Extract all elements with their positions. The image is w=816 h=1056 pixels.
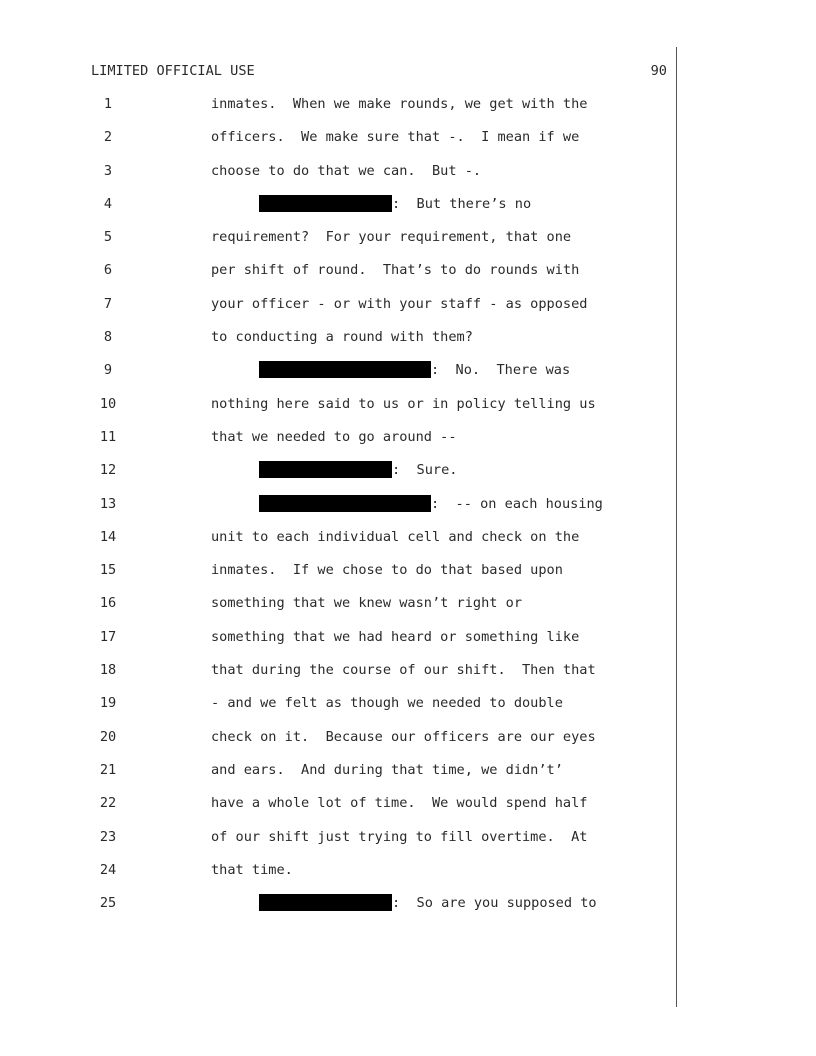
line-number: 1 bbox=[103, 96, 113, 112]
line-content: have a whole lot of time. We would spend half bbox=[211, 795, 588, 812]
transcript-line bbox=[0, 694, 816, 727]
line-content: that we needed to go around -- bbox=[211, 428, 457, 445]
line-content: inmates. If we chose to do that based upon bbox=[211, 562, 563, 579]
line-content: officers. We make sure that -. I mean if we bbox=[211, 129, 580, 146]
transcript-line bbox=[0, 794, 816, 827]
line-number: 13 bbox=[99, 495, 117, 512]
transcript-line bbox=[0, 361, 816, 394]
line-text bbox=[211, 828, 587, 846]
line-content: : No. There was bbox=[431, 362, 571, 379]
page-number: 90 bbox=[650, 63, 667, 79]
transcript-line bbox=[0, 861, 816, 894]
line-number: 18 bbox=[99, 662, 117, 679]
line-text bbox=[211, 794, 587, 812]
transcript-line bbox=[0, 428, 816, 461]
line-number: 22 bbox=[99, 795, 117, 812]
transcript-body bbox=[0, 95, 816, 927]
speaker-line bbox=[259, 894, 597, 912]
transcript-line bbox=[0, 395, 816, 428]
line-number: 8 bbox=[103, 329, 113, 346]
line-content: to conducting a round with them? bbox=[211, 329, 473, 346]
line-number: 3 bbox=[103, 162, 113, 179]
line-content: unit to each individual cell and check on the bbox=[211, 528, 580, 545]
line-number: 25 bbox=[99, 895, 117, 912]
redacted-speaker-name bbox=[259, 361, 431, 378]
line-number: 7 bbox=[103, 295, 113, 312]
classification-header: LIMITED OFFICIAL USE bbox=[91, 63, 255, 79]
transcript-line bbox=[0, 594, 816, 627]
transcript-line bbox=[0, 528, 816, 561]
line-text bbox=[211, 95, 587, 113]
line-number: 21 bbox=[99, 761, 117, 778]
speaker-line bbox=[259, 361, 570, 379]
line-text bbox=[211, 561, 563, 579]
line-content: something that we had heard or something like bbox=[211, 628, 580, 645]
line-content: something that we knew wasn’t right or bbox=[211, 595, 522, 612]
line-content: that during the course of our shift. Then that bbox=[211, 662, 596, 679]
transcript-line bbox=[0, 261, 816, 294]
transcript-line bbox=[0, 561, 816, 594]
line-content: that time. bbox=[211, 861, 293, 878]
redacted-speaker-name bbox=[259, 894, 392, 911]
transcript-line bbox=[0, 894, 816, 927]
line-text bbox=[211, 694, 563, 712]
line-number: 2 bbox=[103, 129, 113, 146]
line-content: inmates. When we make rounds, we get with the bbox=[211, 96, 588, 112]
line-number: 19 bbox=[99, 695, 117, 712]
line-content: : So are you supposed to bbox=[392, 895, 597, 912]
line-number: 9 bbox=[103, 362, 113, 379]
transcript-line bbox=[0, 661, 816, 694]
transcript-line bbox=[0, 761, 816, 794]
transcript-line bbox=[0, 828, 816, 861]
line-text bbox=[211, 328, 473, 346]
transcript-line bbox=[0, 461, 816, 494]
line-text bbox=[211, 128, 579, 146]
transcript-line bbox=[0, 295, 816, 328]
redacted-speaker-name bbox=[259, 495, 431, 512]
line-content: nothing here said to us or in policy telling us bbox=[211, 395, 596, 412]
line-text bbox=[211, 228, 571, 246]
line-text bbox=[211, 861, 293, 879]
line-number: 11 bbox=[99, 428, 117, 445]
line-text bbox=[211, 661, 596, 679]
transcript-line bbox=[0, 228, 816, 261]
line-content: : But there’s no bbox=[392, 195, 532, 212]
line-number: 14 bbox=[99, 528, 117, 545]
line-number: 4 bbox=[103, 195, 113, 212]
line-content: choose to do that we can. But -. bbox=[211, 162, 482, 179]
line-text bbox=[211, 295, 587, 313]
line-content: check on it. Because our officers are our eyes bbox=[211, 728, 596, 745]
transcript-line bbox=[0, 195, 816, 228]
line-number: 10 bbox=[99, 395, 117, 412]
line-number: 6 bbox=[103, 262, 113, 279]
line-number: 5 bbox=[103, 229, 113, 246]
line-text bbox=[211, 594, 522, 612]
speaker-line bbox=[259, 461, 457, 479]
transcript-line bbox=[0, 495, 816, 528]
transcript-line bbox=[0, 95, 816, 128]
line-text bbox=[211, 528, 579, 546]
transcript-line bbox=[0, 728, 816, 761]
line-text bbox=[211, 761, 563, 779]
line-content: per shift of round. That’s to do rounds with bbox=[211, 262, 580, 279]
line-number: 24 bbox=[99, 861, 117, 878]
transcript-line bbox=[0, 628, 816, 661]
redacted-speaker-name bbox=[259, 195, 392, 212]
line-number: 20 bbox=[99, 728, 117, 745]
line-text bbox=[211, 728, 596, 746]
line-number: 17 bbox=[99, 628, 117, 645]
line-content: requirement? For your requirement, that one bbox=[211, 229, 572, 246]
redacted-speaker-name bbox=[259, 461, 392, 478]
line-number: 16 bbox=[99, 595, 117, 612]
line-content: : -- on each housing bbox=[431, 495, 603, 512]
transcript-line bbox=[0, 162, 816, 195]
transcript-line bbox=[0, 128, 816, 161]
line-text bbox=[211, 395, 596, 413]
line-content: and ears. And during that time, we didn’t’ bbox=[211, 761, 563, 778]
line-text bbox=[211, 162, 481, 180]
transcript-line bbox=[0, 328, 816, 361]
line-text bbox=[211, 261, 579, 279]
speaker-line bbox=[259, 495, 603, 513]
line-number: 15 bbox=[99, 562, 117, 579]
line-text bbox=[211, 428, 457, 446]
line-number: 23 bbox=[99, 828, 117, 845]
line-content: : Sure. bbox=[392, 462, 458, 479]
line-number: 12 bbox=[99, 462, 117, 479]
line-text bbox=[211, 628, 579, 646]
speaker-line bbox=[259, 195, 531, 213]
line-content: of our shift just trying to fill overtime. At bbox=[211, 828, 588, 845]
line-content: your officer - or with your staff - as opposed bbox=[211, 295, 588, 312]
line-content: - and we felt as though we needed to double bbox=[211, 695, 563, 712]
